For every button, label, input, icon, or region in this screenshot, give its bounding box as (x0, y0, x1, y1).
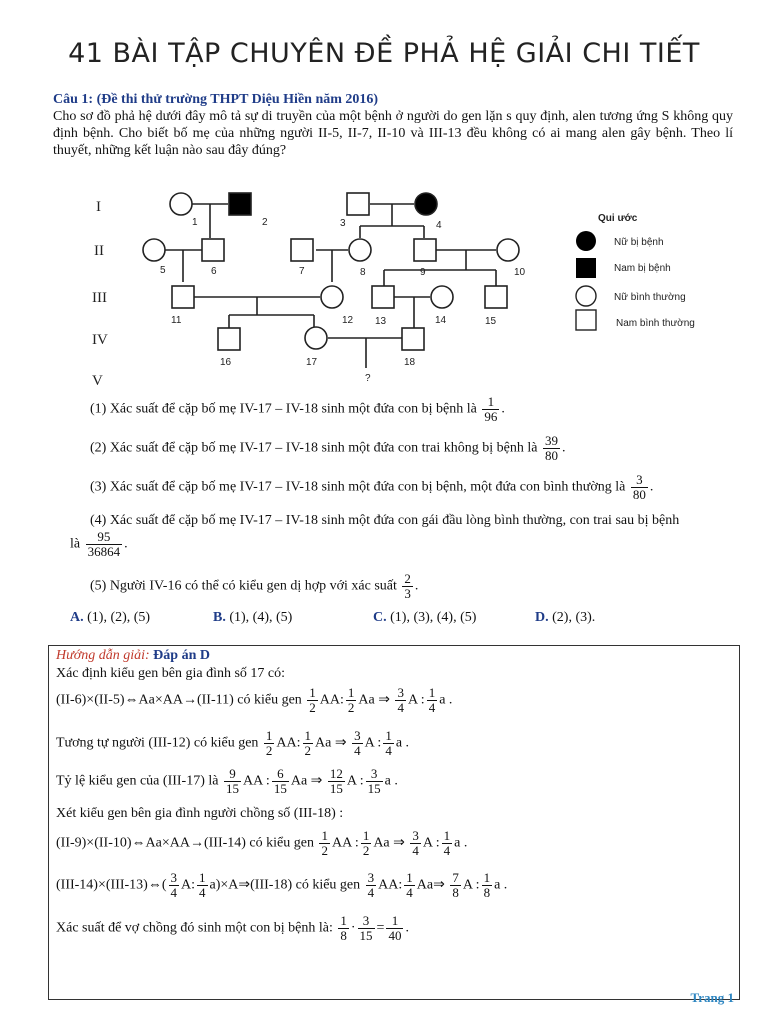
legend-item-3: Nữ bình thường (614, 292, 686, 303)
solution-line-2: (II-6)×(II-5)⇔Aa×AA→(II-11) có kiểu gen $\frac{1}{2}$ AA: $\frac{1}{2}$ Aa ⇒ $\frac{3}{4}$ A : $\frac{1}{4}$ a . (56, 685, 453, 715)
fraction: $\frac{1}{96}$ (484, 394, 498, 424)
individual-9 (414, 239, 436, 261)
statement-1: (1) Xác suất để cặp bố mẹ IV-17 – IV-18 sinh một đứa con bị bệnh là $\frac{1}{96}$ . (90, 394, 505, 424)
individual-10 (497, 239, 519, 261)
individual-18 (402, 328, 424, 350)
question-label: Câu 1: (53, 92, 94, 107)
statement-4-cont: là $\frac{95}{36864}$ . (70, 529, 128, 559)
statement-2: (2) Xác suất để cặp bố mẹ IV-17 – IV-18 sinh một đứa con trai không bị bệnh là $\frac{39}{80}$ . (90, 433, 566, 463)
individual-16 (218, 328, 240, 350)
individual-6 (202, 239, 224, 261)
solution-line-8: Xác suất để vợ chồng đó sinh một con bị bệnh là: $\frac{1}{8}$ · $\frac{3}{15}$ = $\frac{1}{40}$ . (56, 913, 409, 943)
individual-4 (415, 193, 437, 215)
id-5: 5 (160, 265, 166, 276)
id-18: 18 (404, 357, 416, 368)
question-body: Cho sơ đồ phả hệ dưới đây mô tả sự di truyền của một bệnh ở người do gen lặn s quy định, alen tương ứng S không quy định bệnh. Cho biết bố mẹ của những người II-5, II-7, II-10 và III-13 đều không có ai mang alen gây bệnh. Theo lí thuyết, những kết luận nào sau đây đúng? (53, 109, 733, 158)
fraction: $\frac{95}{36864}$ (87, 529, 121, 559)
legend-item-2: Nam bị bệnh (614, 263, 671, 274)
answer-c[interactable]: C. (1), (3), (4), (5) (373, 610, 477, 625)
solution-answer: Đáp án D (153, 648, 210, 663)
individual-17 (305, 327, 327, 349)
id-10: 10 (514, 267, 526, 278)
id-9: 9 (420, 267, 426, 278)
id-unknown: ? (365, 373, 371, 384)
solution-line-1: Xác định kiểu gen bên gia đình số 17 có: (56, 666, 286, 681)
answer-b[interactable]: B. (1), (4), (5) (213, 610, 293, 625)
solution-line-3: Tương tự người (III-12) có kiểu gen $\frac{1}{2}$ AA: $\frac{1}{2}$ Aa ⇒ $\frac{3}{4}$ A : $\frac{1}{4}$ a . (56, 728, 410, 758)
individual-13 (372, 286, 394, 308)
fraction: $\frac{2}{3}$ (404, 571, 411, 601)
solution-line-4: Tỷ lệ kiểu gen của (III-17) là $\frac{9}{15}$ AA : $\frac{6}{15}$ Aa ⇒ $\frac{12}{15}$ A : $\frac{3}{15}$ a . (56, 766, 398, 796)
id-3: 3 (340, 218, 346, 229)
id-13: 13 (375, 316, 387, 327)
individual-2 (229, 193, 251, 215)
id-14: 14 (435, 315, 447, 326)
gen-label-2: II (94, 243, 104, 259)
solution-line-6: (II-9)×(II-10)⇔Aa×AA→(III-14) có kiểu gen $\frac{1}{2}$ AA : $\frac{1}{2}$ Aa ⇒ $\frac{3}{4}$ A : $\frac{1}{4}$ a . (56, 828, 468, 858)
page-title: 41 BÀI TẬP CHUYÊN ĐỀ PHẢ HỆ GIẢI CHI TIẾT (68, 38, 700, 69)
individual-5 (143, 239, 165, 261)
id-6: 6 (211, 266, 217, 277)
id-12: 12 (342, 315, 354, 326)
legend (576, 213, 695, 330)
legend-item-4: Nam bình thường (616, 318, 695, 329)
individual-1 (170, 193, 192, 215)
answer-d[interactable]: D. (2), (3). (535, 610, 596, 625)
individual-14 (431, 286, 453, 308)
statement-3: (3) Xác suất để cặp bố mẹ IV-17 – IV-18 sinh một đứa con bị bệnh, một đứa con bình thường là $\frac{3}{80}$ . (90, 472, 654, 502)
id-7: 7 (299, 266, 305, 277)
individual-7 (291, 239, 313, 261)
id-2: 2 (262, 217, 268, 228)
legend-normal-male-icon (576, 310, 596, 330)
individual-15 (485, 286, 507, 308)
statement-4-text: (4) Xác suất để cặp bố mẹ IV-17 – IV-18 sinh một đứa con gái đầu lòng bình thường, con trai sau bị bệnh (90, 513, 680, 528)
id-1: 1 (192, 217, 198, 228)
id-15: 15 (485, 316, 497, 327)
individual-11 (172, 286, 194, 308)
solution-label: Hướng dẫn giải: (56, 648, 150, 663)
solution-box (48, 645, 740, 1000)
fraction: $\frac{3}{80}$ (632, 472, 646, 502)
statement-5: (5) Người IV-16 có thể có kiểu gen dị hợp với xác suất $\frac{2}{3}$ . (90, 571, 419, 601)
id-11: 11 (171, 315, 182, 326)
solution-line-7: (III-14)×(III-13)⇔( $\frac{3}{4}$ A: $\frac{1}{4}$ a)×A⇒(III-18) có kiểu gen $\frac{3}{4}$ AA: $\frac{1}{4}$ Aa⇒ $\frac{7}{8}$ A : $\frac{1}{8}$ a . (56, 870, 508, 900)
statement-5-text: (5) Người IV-16 có thể có kiểu gen dị hợp với xác suất (90, 578, 397, 594)
statement-4 (90, 513, 679, 529)
legend-item-1: Nữ bị bệnh (614, 237, 664, 248)
legend-affected-male-icon (576, 258, 596, 278)
answer-a[interactable]: A. (1), (2), (5) (70, 610, 151, 625)
pedigree-diagram (84, 178, 724, 388)
page-number: Trang 1 (690, 990, 734, 1005)
gen-label-1: I (96, 199, 101, 215)
solution-line-5: Xét kiểu gen bên gia đình người chồng số (III-18) : (56, 806, 344, 821)
question-header (53, 92, 378, 108)
statement-4-cont-text: là (70, 536, 81, 552)
gen-label-4: IV (92, 332, 108, 348)
id-16: 16 (220, 357, 232, 368)
fraction: $\frac{39}{80}$ (544, 433, 558, 463)
individual-8 (349, 239, 371, 261)
statement-3-text: (3) Xác suất để cặp bố mẹ IV-17 – IV-18 sinh một đứa con bị bệnh, một đứa con bình thường là (90, 479, 626, 495)
statement-1-text: (1) Xác suất để cặp bố mẹ IV-17 – IV-18 sinh một đứa con bị bệnh là (90, 401, 477, 417)
legend-affected-female-icon (576, 231, 596, 251)
statement-2-text: (2) Xác suất để cặp bố mẹ IV-17 – IV-18 sinh một đứa con trai không bị bệnh là (90, 440, 538, 456)
individual-3 (347, 193, 369, 215)
id-17: 17 (306, 357, 318, 368)
id-8: 8 (360, 267, 366, 278)
id-4: 4 (436, 220, 442, 231)
solution-header (56, 648, 210, 664)
legend-title: Qui ước (598, 213, 638, 224)
legend-normal-female-icon (576, 286, 596, 306)
question-source: (Đề thi thử trường THPT Diệu Hiền năm 2016) (96, 92, 379, 107)
gen-label-5: V (92, 373, 103, 388)
individual-12 (321, 286, 343, 308)
gen-label-3: III (92, 290, 107, 306)
